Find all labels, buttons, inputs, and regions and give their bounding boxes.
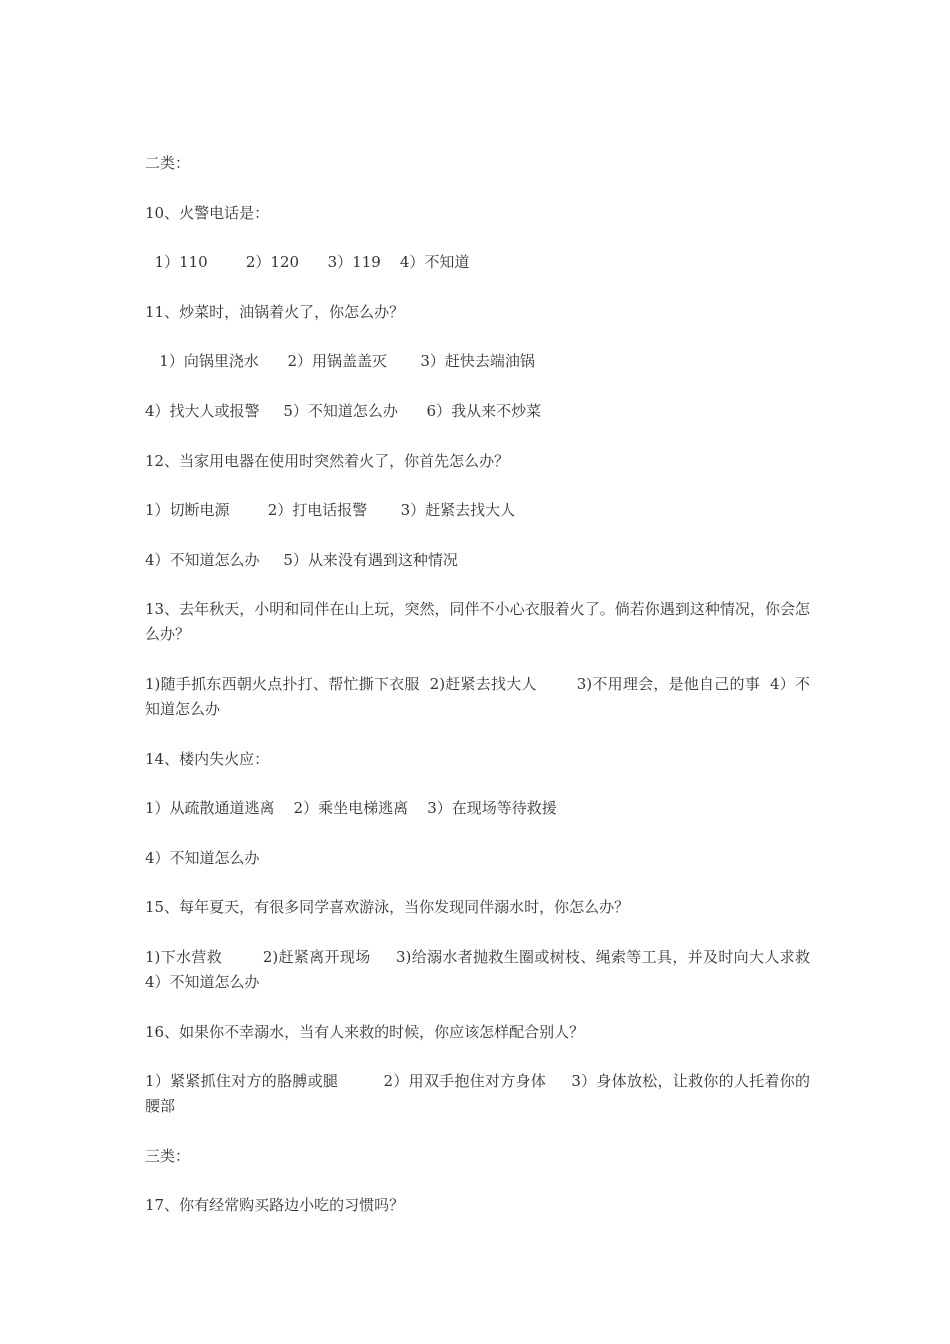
question-13: 13、去年秋天，小明和同伴在山上玩，突然，同伴不小心衣服着火了。倘若你遇到这种情况，你会怎么办？ xyxy=(145,600,810,644)
question-17: 17、你有经常购买路边小吃的习惯吗？ xyxy=(145,1196,405,1215)
question-16-options: 1）紧紧抓住对方的胳膊或腿 2）用双手抱住对方身体 3）身体放松，让救你的人托着你的腰部 xyxy=(145,1072,810,1116)
question-14: 14、楼内失火应： xyxy=(145,749,270,768)
section-heading-2: 二类： xyxy=(145,154,191,172)
question-14-options-a: 1）从疏散通道逃离 2）乘坐电梯逃离 3）在现场等待救援 xyxy=(145,799,557,818)
question-11-options-a: 1）向锅里浇水 2）用锅盖盖灭 3）赶快去端油锅 xyxy=(145,352,535,371)
question-15-options: 1)下水营救 2)赶紧离开现场 3)给溺水者抛救生圈或树枝、绳索等工具，并及时向大人求救 4）不知道怎么办 xyxy=(145,947,830,991)
question-10-options: 1）110 2）120 3）119 4）不知道 xyxy=(145,253,470,272)
question-13-options: 1)随手抓东西朝火点扑打、帮忙撕下衣服 2)赶紧去找大人 3)不用理会，是他自己的事 4）不知道怎么办 xyxy=(145,674,810,718)
question-12-options-b: 4）不知道怎么办 5）从来没有遇到这种情况 xyxy=(145,550,458,569)
section-heading-3: 三类： xyxy=(145,1146,191,1165)
question-11: 11、炒菜时，油锅着火了，你怎么办？ xyxy=(145,302,405,321)
question-11-options-b: 4）找大人或报警 5）不知道怎么办 6）我从来不炒菜 xyxy=(145,401,542,420)
question-10: 10、火警电话是： xyxy=(145,203,270,222)
question-12: 12、当家用电器在使用时突然着火了，你首先怎么办？ xyxy=(145,451,510,470)
question-16: 16、如果你不幸溺水，当有人来救的时候，你应该怎样配合别人？ xyxy=(145,1022,585,1041)
question-12-options-a: 1）切断电源 2）打电话报警 3）赶紧去找大人 xyxy=(145,501,516,520)
question-15: 15、每年夏天，有很多同学喜欢游泳，当你发现同伴溺水时，你怎么办？ xyxy=(145,898,630,917)
document-page xyxy=(145,151,830,1218)
question-14-options-b: 4）不知道怎么办 xyxy=(145,848,260,867)
